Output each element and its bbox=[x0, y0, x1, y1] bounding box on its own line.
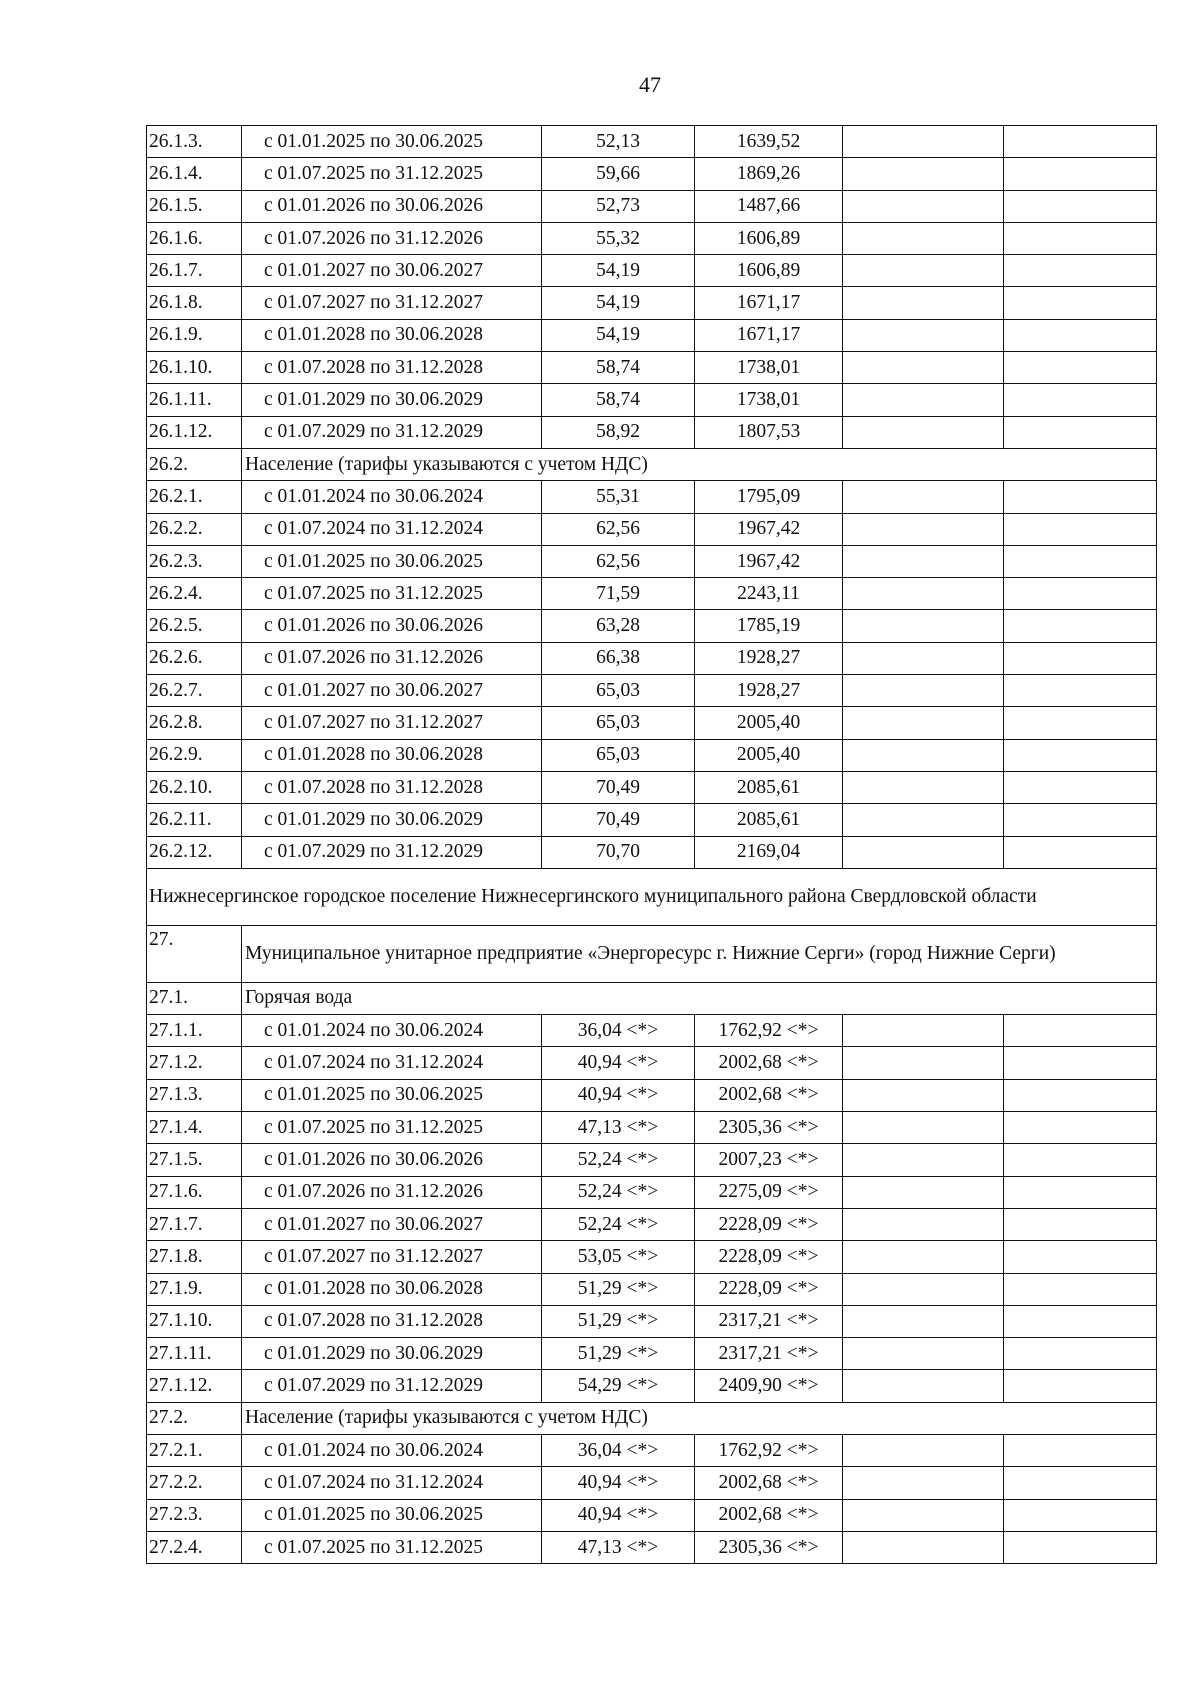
row-value-1: 52,13 bbox=[542, 126, 695, 158]
table-row bbox=[147, 126, 1157, 158]
row-value-2: 1738,01 bbox=[695, 352, 843, 384]
row-empty-cell-6 bbox=[1004, 513, 1157, 545]
row-period: с 01.01.2027 по 30.06.2027 bbox=[242, 675, 542, 707]
row-value-2: 2317,21 <*> bbox=[695, 1338, 843, 1370]
row-empty-cell-5 bbox=[843, 610, 1004, 642]
row-empty-cell-5 bbox=[843, 287, 1004, 319]
row-value-2: 1785,19 bbox=[695, 610, 843, 642]
row-period: с 01.07.2027 по 31.12.2027 bbox=[242, 287, 542, 319]
row-period: с 01.07.2025 по 31.12.2025 bbox=[242, 158, 542, 190]
group-label: Население (тарифы указываются с учетом НДС) bbox=[242, 448, 1157, 480]
row-empty-cell-6 bbox=[1004, 1241, 1157, 1273]
row-code: 27.1.2. bbox=[147, 1047, 242, 1079]
row-empty-cell-6 bbox=[1004, 707, 1157, 739]
table-row bbox=[147, 287, 1157, 319]
row-code: 26.2.11. bbox=[147, 804, 242, 836]
row-code: 27.1.1. bbox=[147, 1015, 242, 1047]
row-code: 26.2.2. bbox=[147, 513, 242, 545]
row-empty-cell-6 bbox=[1004, 319, 1157, 351]
row-value-2: 1807,53 bbox=[695, 416, 843, 448]
row-empty-cell-5 bbox=[843, 642, 1004, 674]
row-empty-cell-6 bbox=[1004, 771, 1157, 803]
row-code: 27.2.3. bbox=[147, 1499, 242, 1531]
row-value-1: 70,70 bbox=[542, 836, 695, 868]
row-period: с 01.07.2024 по 31.12.2024 bbox=[242, 513, 542, 545]
row-period: с 01.07.2029 по 31.12.2029 bbox=[242, 1370, 542, 1402]
row-period: с 01.01.2024 по 30.06.2024 bbox=[242, 1015, 542, 1047]
row-value-1: 51,29 <*> bbox=[542, 1273, 695, 1305]
row-empty-cell-6 bbox=[1004, 1305, 1157, 1337]
row-period: с 01.07.2029 по 31.12.2029 bbox=[242, 836, 542, 868]
row-code: 26.2.6. bbox=[147, 642, 242, 674]
row-empty-cell-5 bbox=[843, 1176, 1004, 1208]
row-value-1: 59,66 bbox=[542, 158, 695, 190]
row-empty-cell-5 bbox=[843, 707, 1004, 739]
row-value-2: 2228,09 <*> bbox=[695, 1273, 843, 1305]
row-period: с 01.01.2025 по 30.06.2025 bbox=[242, 545, 542, 577]
table-row bbox=[147, 513, 1157, 545]
table-row bbox=[147, 481, 1157, 513]
row-code: 27.1.8. bbox=[147, 1241, 242, 1273]
table-row bbox=[147, 319, 1157, 351]
row-code: 26.1.3. bbox=[147, 126, 242, 158]
section-row bbox=[147, 868, 1157, 925]
row-empty-cell-6 bbox=[1004, 1273, 1157, 1305]
row-value-2: 2228,09 <*> bbox=[695, 1241, 843, 1273]
row-period: с 01.07.2026 по 31.12.2026 bbox=[242, 642, 542, 674]
row-value-1: 70,49 bbox=[542, 771, 695, 803]
row-code: 27.1.4. bbox=[147, 1112, 242, 1144]
row-empty-cell-6 bbox=[1004, 1434, 1157, 1466]
row-code: 26.1.9. bbox=[147, 319, 242, 351]
organization-code: 27. bbox=[147, 925, 242, 982]
row-code: 26.1.6. bbox=[147, 222, 242, 254]
row-empty-cell-6 bbox=[1004, 610, 1157, 642]
row-empty-cell-6 bbox=[1004, 1015, 1157, 1047]
table-row bbox=[147, 1112, 1157, 1144]
row-value-1: 40,94 <*> bbox=[542, 1467, 695, 1499]
row-period: с 01.07.2027 по 31.12.2027 bbox=[242, 1241, 542, 1273]
row-value-2: 1762,92 <*> bbox=[695, 1015, 843, 1047]
row-value-2: 2305,36 <*> bbox=[695, 1531, 843, 1563]
row-empty-cell-6 bbox=[1004, 1208, 1157, 1240]
row-empty-cell-6 bbox=[1004, 255, 1157, 287]
row-empty-cell-6 bbox=[1004, 1047, 1157, 1079]
row-value-1: 40,94 <*> bbox=[542, 1047, 695, 1079]
row-value-2: 1671,17 bbox=[695, 287, 843, 319]
row-value-2: 2085,61 bbox=[695, 804, 843, 836]
table-row bbox=[147, 158, 1157, 190]
row-value-1: 55,31 bbox=[542, 481, 695, 513]
row-empty-cell-5 bbox=[843, 1047, 1004, 1079]
row-value-1: 58,74 bbox=[542, 352, 695, 384]
row-value-1: 47,13 <*> bbox=[542, 1112, 695, 1144]
group-code: 26.2. bbox=[147, 448, 242, 480]
row-value-1: 47,13 <*> bbox=[542, 1531, 695, 1563]
row-empty-cell-6 bbox=[1004, 545, 1157, 577]
row-empty-cell-5 bbox=[843, 319, 1004, 351]
table-row bbox=[147, 707, 1157, 739]
row-period: с 01.01.2029 по 30.06.2029 bbox=[242, 384, 542, 416]
row-value-2: 2005,40 bbox=[695, 739, 843, 771]
row-empty-cell-6 bbox=[1004, 578, 1157, 610]
row-empty-cell-5 bbox=[843, 190, 1004, 222]
row-code: 26.1.5. bbox=[147, 190, 242, 222]
table-row bbox=[147, 739, 1157, 771]
row-empty-cell-5 bbox=[843, 352, 1004, 384]
row-value-2: 1738,01 bbox=[695, 384, 843, 416]
row-period: с 01.01.2025 по 30.06.2025 bbox=[242, 1079, 542, 1111]
row-empty-cell-6 bbox=[1004, 1112, 1157, 1144]
row-empty-cell-6 bbox=[1004, 1079, 1157, 1111]
table-row bbox=[147, 1273, 1157, 1305]
row-value-1: 40,94 <*> bbox=[542, 1499, 695, 1531]
organization-name: Муниципальное унитарное предприятие «Энергоресурс г. Нижние Серги» (город Нижние Серги) bbox=[242, 925, 1157, 982]
row-value-2: 2275,09 <*> bbox=[695, 1176, 843, 1208]
row-value-1: 66,38 bbox=[542, 642, 695, 674]
table-row bbox=[147, 384, 1157, 416]
group-label: Население (тарифы указываются с учетом НДС) bbox=[242, 1402, 1157, 1434]
row-empty-cell-6 bbox=[1004, 126, 1157, 158]
row-code: 26.2.4. bbox=[147, 578, 242, 610]
row-value-1: 71,59 bbox=[542, 578, 695, 610]
row-period: с 01.07.2028 по 31.12.2028 bbox=[242, 1305, 542, 1337]
row-code: 26.1.8. bbox=[147, 287, 242, 319]
row-empty-cell-6 bbox=[1004, 222, 1157, 254]
row-empty-cell-5 bbox=[843, 1531, 1004, 1563]
row-value-2: 1639,52 bbox=[695, 126, 843, 158]
row-value-1: 36,04 <*> bbox=[542, 1434, 695, 1466]
row-empty-cell-5 bbox=[843, 804, 1004, 836]
row-value-2: 2317,21 <*> bbox=[695, 1305, 843, 1337]
row-value-1: 63,28 bbox=[542, 610, 695, 642]
row-value-1: 51,29 <*> bbox=[542, 1305, 695, 1337]
row-value-2: 1928,27 bbox=[695, 642, 843, 674]
row-value-2: 2305,36 <*> bbox=[695, 1112, 843, 1144]
row-empty-cell-5 bbox=[843, 675, 1004, 707]
row-code: 27.1.11. bbox=[147, 1338, 242, 1370]
table-row bbox=[147, 1531, 1157, 1563]
row-empty-cell-6 bbox=[1004, 287, 1157, 319]
row-empty-cell-5 bbox=[843, 1273, 1004, 1305]
row-code: 27.1.5. bbox=[147, 1144, 242, 1176]
row-empty-cell-6 bbox=[1004, 642, 1157, 674]
group-code: 27.2. bbox=[147, 1402, 242, 1434]
row-code: 27.1.9. bbox=[147, 1273, 242, 1305]
table-row bbox=[147, 1015, 1157, 1047]
row-empty-cell-6 bbox=[1004, 1499, 1157, 1531]
row-empty-cell-6 bbox=[1004, 1176, 1157, 1208]
row-period: с 01.01.2029 по 30.06.2029 bbox=[242, 804, 542, 836]
row-empty-cell-5 bbox=[843, 222, 1004, 254]
table-row bbox=[147, 190, 1157, 222]
row-empty-cell-5 bbox=[843, 1499, 1004, 1531]
row-period: с 01.01.2028 по 30.06.2028 bbox=[242, 1273, 542, 1305]
row-empty-cell-5 bbox=[843, 1144, 1004, 1176]
row-period: с 01.07.2026 по 31.12.2026 bbox=[242, 222, 542, 254]
row-code: 26.1.10. bbox=[147, 352, 242, 384]
table-row bbox=[147, 836, 1157, 868]
row-value-1: 52,73 bbox=[542, 190, 695, 222]
row-code: 26.2.8. bbox=[147, 707, 242, 739]
row-value-2: 2169,04 bbox=[695, 836, 843, 868]
row-value-2: 1671,17 bbox=[695, 319, 843, 351]
row-value-2: 2002,68 <*> bbox=[695, 1079, 843, 1111]
row-period: с 01.07.2025 по 31.12.2025 bbox=[242, 1531, 542, 1563]
row-code: 27.1.12. bbox=[147, 1370, 242, 1402]
row-code: 27.1.10. bbox=[147, 1305, 242, 1337]
row-empty-cell-6 bbox=[1004, 1467, 1157, 1499]
row-value-2: 1928,27 bbox=[695, 675, 843, 707]
row-period: с 01.07.2029 по 31.12.2029 bbox=[242, 416, 542, 448]
table-row bbox=[147, 1370, 1157, 1402]
row-period: с 01.01.2026 по 30.06.2026 bbox=[242, 610, 542, 642]
row-value-1: 51,29 <*> bbox=[542, 1338, 695, 1370]
row-empty-cell-5 bbox=[843, 513, 1004, 545]
row-empty-cell-5 bbox=[843, 1370, 1004, 1402]
row-code: 26.1.7. bbox=[147, 255, 242, 287]
row-code: 26.2.9. bbox=[147, 739, 242, 771]
row-value-2: 1795,09 bbox=[695, 481, 843, 513]
row-code: 26.2.12. bbox=[147, 836, 242, 868]
row-value-2: 2085,61 bbox=[695, 771, 843, 803]
row-value-2: 1967,42 bbox=[695, 545, 843, 577]
row-empty-cell-5 bbox=[843, 545, 1004, 577]
row-code: 26.2.5. bbox=[147, 610, 242, 642]
row-value-1: 58,92 bbox=[542, 416, 695, 448]
row-empty-cell-5 bbox=[843, 1079, 1004, 1111]
row-empty-cell-6 bbox=[1004, 836, 1157, 868]
row-period: с 01.07.2024 по 31.12.2024 bbox=[242, 1047, 542, 1079]
tariff-table-body bbox=[147, 126, 1157, 1564]
row-code: 26.2.7. bbox=[147, 675, 242, 707]
row-empty-cell-6 bbox=[1004, 481, 1157, 513]
table-row bbox=[147, 804, 1157, 836]
row-value-1: 54,19 bbox=[542, 287, 695, 319]
row-value-2: 2002,68 <*> bbox=[695, 1467, 843, 1499]
table-row bbox=[147, 610, 1157, 642]
row-value-1: 55,32 bbox=[542, 222, 695, 254]
row-code: 26.2.3. bbox=[147, 545, 242, 577]
row-value-1: 58,74 bbox=[542, 384, 695, 416]
row-value-2: 2228,09 <*> bbox=[695, 1208, 843, 1240]
row-value-2: 2002,68 <*> bbox=[695, 1047, 843, 1079]
row-value-2: 2005,40 bbox=[695, 707, 843, 739]
row-empty-cell-5 bbox=[843, 1112, 1004, 1144]
row-code: 26.2.1. bbox=[147, 481, 242, 513]
row-empty-cell-6 bbox=[1004, 804, 1157, 836]
row-code: 26.1.4. bbox=[147, 158, 242, 190]
row-code: 27.1.7. bbox=[147, 1208, 242, 1240]
row-period: с 01.01.2025 по 30.06.2025 bbox=[242, 126, 542, 158]
row-value-1: 65,03 bbox=[542, 675, 695, 707]
row-empty-cell-5 bbox=[843, 158, 1004, 190]
row-empty-cell-6 bbox=[1004, 190, 1157, 222]
row-period: с 01.01.2024 по 30.06.2024 bbox=[242, 1434, 542, 1466]
row-empty-cell-6 bbox=[1004, 1144, 1157, 1176]
table-row bbox=[147, 1047, 1157, 1079]
table-row bbox=[147, 771, 1157, 803]
row-value-2: 2002,68 <*> bbox=[695, 1499, 843, 1531]
row-value-1: 54,29 <*> bbox=[542, 1370, 695, 1402]
row-empty-cell-6 bbox=[1004, 1338, 1157, 1370]
row-code: 26.2.10. bbox=[147, 771, 242, 803]
row-period: с 01.07.2027 по 31.12.2027 bbox=[242, 707, 542, 739]
table-row bbox=[147, 578, 1157, 610]
row-period: с 01.07.2028 по 31.12.2028 bbox=[242, 352, 542, 384]
row-empty-cell-6 bbox=[1004, 1531, 1157, 1563]
row-value-2: 1869,26 bbox=[695, 158, 843, 190]
row-empty-cell-5 bbox=[843, 836, 1004, 868]
row-code: 27.1.6. bbox=[147, 1176, 242, 1208]
row-period: с 01.01.2026 по 30.06.2026 bbox=[242, 1144, 542, 1176]
row-empty-cell-5 bbox=[843, 384, 1004, 416]
row-period: с 01.01.2028 по 30.06.2028 bbox=[242, 319, 542, 351]
row-code: 26.1.12. bbox=[147, 416, 242, 448]
row-value-1: 70,49 bbox=[542, 804, 695, 836]
row-period: с 01.07.2025 по 31.12.2025 bbox=[242, 578, 542, 610]
group-row bbox=[147, 1402, 1157, 1434]
row-empty-cell-5 bbox=[843, 739, 1004, 771]
tariff-table bbox=[146, 125, 1157, 1564]
row-value-2: 1487,66 bbox=[695, 190, 843, 222]
page-number: 47 bbox=[639, 72, 661, 97]
row-value-1: 65,03 bbox=[542, 739, 695, 771]
row-value-1: 52,24 <*> bbox=[542, 1176, 695, 1208]
table-row bbox=[147, 1176, 1157, 1208]
row-code: 26.1.11. bbox=[147, 384, 242, 416]
row-value-1: 53,05 <*> bbox=[542, 1241, 695, 1273]
table-row bbox=[147, 1499, 1157, 1531]
row-code: 27.1.3. bbox=[147, 1079, 242, 1111]
table-row bbox=[147, 642, 1157, 674]
row-empty-cell-6 bbox=[1004, 739, 1157, 771]
row-empty-cell-5 bbox=[843, 1305, 1004, 1337]
row-period: с 01.01.2027 по 30.06.2027 bbox=[242, 255, 542, 287]
row-period: с 01.01.2025 по 30.06.2025 bbox=[242, 1499, 542, 1531]
row-period: с 01.07.2026 по 31.12.2026 bbox=[242, 1176, 542, 1208]
table-row bbox=[147, 1079, 1157, 1111]
table-row bbox=[147, 1305, 1157, 1337]
row-value-2: 2409,90 <*> bbox=[695, 1370, 843, 1402]
row-value-1: 36,04 <*> bbox=[542, 1015, 695, 1047]
row-empty-cell-6 bbox=[1004, 352, 1157, 384]
organization-row bbox=[147, 925, 1157, 982]
row-period: с 01.01.2027 по 30.06.2027 bbox=[242, 1208, 542, 1240]
row-period: с 01.01.2029 по 30.06.2029 bbox=[242, 1338, 542, 1370]
group-code: 27.1. bbox=[147, 982, 242, 1014]
table-row bbox=[147, 1144, 1157, 1176]
row-period: с 01.07.2028 по 31.12.2028 bbox=[242, 771, 542, 803]
row-empty-cell-5 bbox=[843, 578, 1004, 610]
row-empty-cell-6 bbox=[1004, 416, 1157, 448]
group-label: Горячая вода bbox=[242, 982, 1157, 1014]
row-empty-cell-6 bbox=[1004, 1370, 1157, 1402]
table-row bbox=[147, 416, 1157, 448]
row-code: 27.2.4. bbox=[147, 1531, 242, 1563]
row-empty-cell-5 bbox=[843, 1208, 1004, 1240]
table-row bbox=[147, 1467, 1157, 1499]
row-empty-cell-5 bbox=[843, 1338, 1004, 1370]
row-value-1: 52,24 <*> bbox=[542, 1144, 695, 1176]
table-row bbox=[147, 255, 1157, 287]
row-value-2: 2243,11 bbox=[695, 578, 843, 610]
row-empty-cell-6 bbox=[1004, 158, 1157, 190]
row-value-2: 1606,89 bbox=[695, 222, 843, 254]
row-value-2: 1762,92 <*> bbox=[695, 1434, 843, 1466]
row-empty-cell-5 bbox=[843, 1241, 1004, 1273]
row-value-1: 62,56 bbox=[542, 513, 695, 545]
row-empty-cell-5 bbox=[843, 255, 1004, 287]
group-row bbox=[147, 448, 1157, 480]
row-period: с 01.01.2028 по 30.06.2028 bbox=[242, 739, 542, 771]
row-value-1: 40,94 <*> bbox=[542, 1079, 695, 1111]
table-row bbox=[147, 352, 1157, 384]
row-period: с 01.07.2025 по 31.12.2025 bbox=[242, 1112, 542, 1144]
row-empty-cell-5 bbox=[843, 1434, 1004, 1466]
table-row bbox=[147, 222, 1157, 254]
row-value-1: 54,19 bbox=[542, 319, 695, 351]
table-row bbox=[147, 1208, 1157, 1240]
row-value-2: 1606,89 bbox=[695, 255, 843, 287]
row-period: с 01.07.2024 по 31.12.2024 bbox=[242, 1467, 542, 1499]
table-row bbox=[147, 545, 1157, 577]
row-value-2: 1967,42 bbox=[695, 513, 843, 545]
row-empty-cell-5 bbox=[843, 481, 1004, 513]
table-row bbox=[147, 1241, 1157, 1273]
row-empty-cell-5 bbox=[843, 771, 1004, 803]
row-value-2: 2007,23 <*> bbox=[695, 1144, 843, 1176]
group-row bbox=[147, 982, 1157, 1014]
row-period: с 01.01.2024 по 30.06.2024 bbox=[242, 481, 542, 513]
row-value-1: 65,03 bbox=[542, 707, 695, 739]
row-empty-cell-5 bbox=[843, 126, 1004, 158]
row-code: 27.2.2. bbox=[147, 1467, 242, 1499]
row-empty-cell-6 bbox=[1004, 675, 1157, 707]
table-row bbox=[147, 1434, 1157, 1466]
row-value-1: 62,56 bbox=[542, 545, 695, 577]
row-value-1: 54,19 bbox=[542, 255, 695, 287]
table-row bbox=[147, 675, 1157, 707]
row-value-1: 52,24 <*> bbox=[542, 1208, 695, 1240]
row-code: 27.2.1. bbox=[147, 1434, 242, 1466]
row-empty-cell-6 bbox=[1004, 384, 1157, 416]
row-empty-cell-5 bbox=[843, 1015, 1004, 1047]
row-empty-cell-5 bbox=[843, 416, 1004, 448]
table-row bbox=[147, 1338, 1157, 1370]
row-empty-cell-5 bbox=[843, 1467, 1004, 1499]
row-period: с 01.01.2026 по 30.06.2026 bbox=[242, 190, 542, 222]
section-title: Нижнесергинское городское поселение Нижнесергинского муниципального района Свердловской области bbox=[147, 868, 1157, 925]
